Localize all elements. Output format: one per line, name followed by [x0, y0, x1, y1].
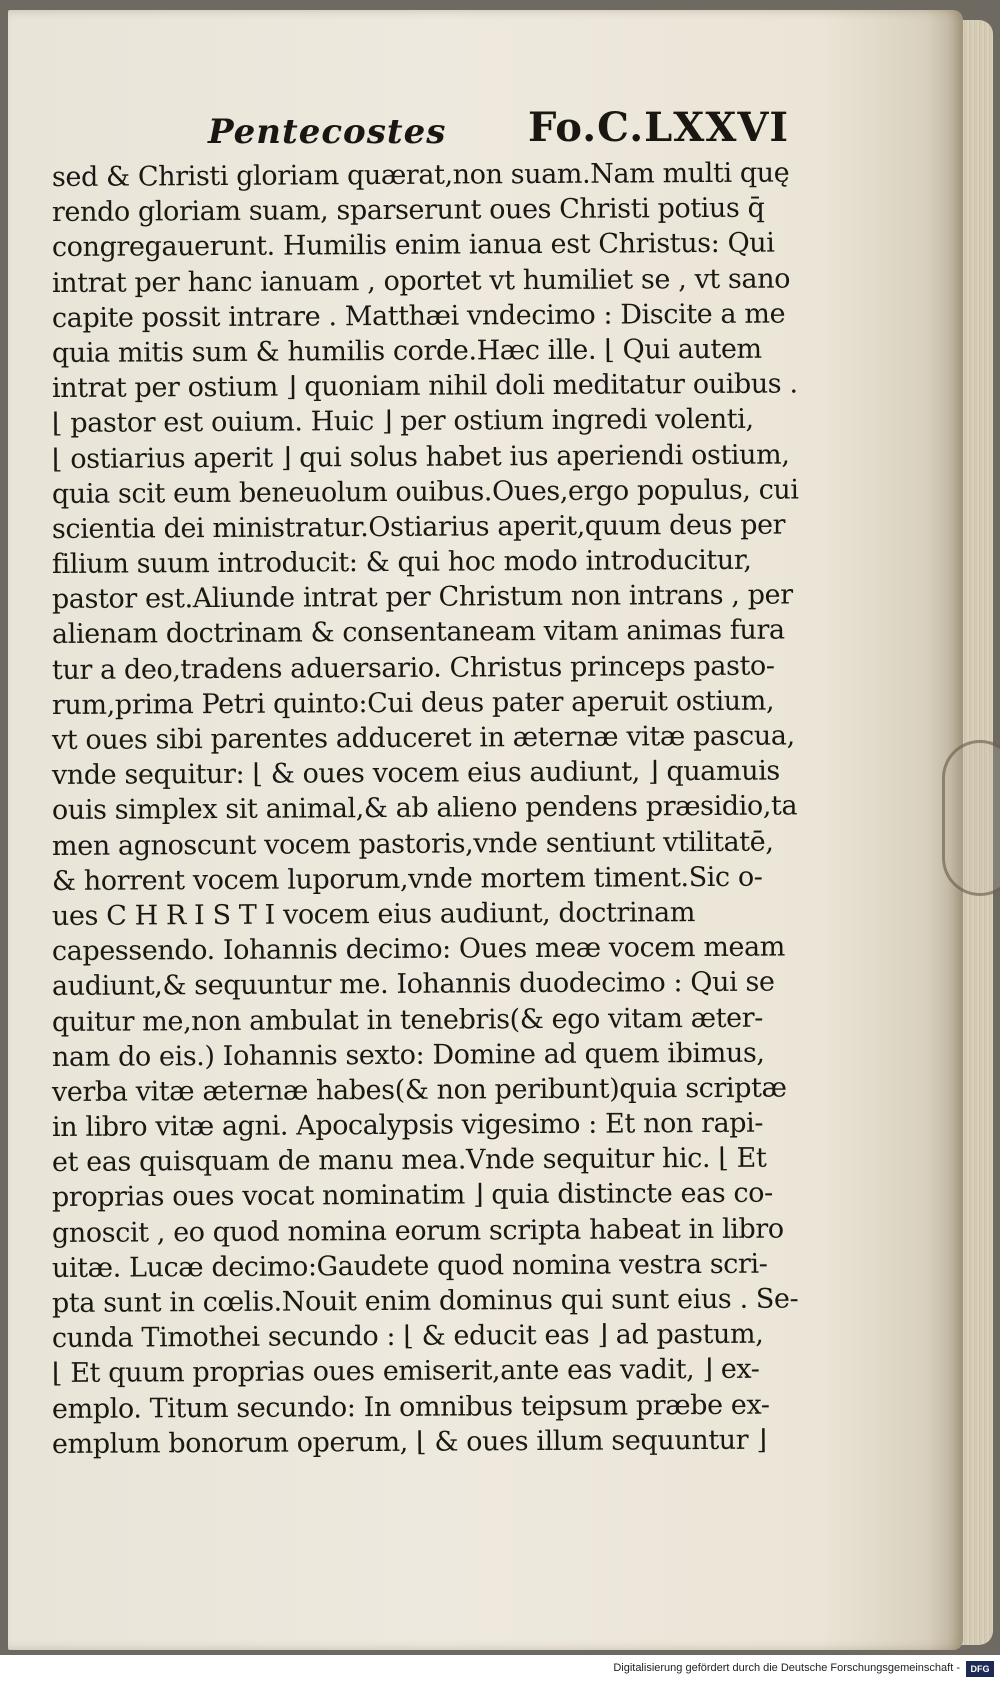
text-line: & horrent vocem luporum,vnde mortem timent.Sic o- [51, 861, 763, 897]
text-line: cunda Timothei secundo : ⌊ & educit eas ⌋ ad pastum, [51, 1318, 764, 1355]
text-line: ouis simplex sit animal,& ab alieno pendens præsidio,ta [51, 790, 798, 827]
text-line: ues C H R I S T I vocem eius audiunt, doctrinam [51, 897, 696, 932]
text-line: alienam doctrinam & consentaneam vitam animas fura [51, 614, 785, 651]
text-line: quitur me,non ambulat in tenebris(& ego vitam æter- [51, 1002, 764, 1038]
text-line: pta sunt in cœlis.Nouit enim dominus qui sunt eius . Se- [51, 1283, 799, 1319]
text-line: scientia dei ministratur.Ostiarius aperit,quum deus per [51, 509, 786, 545]
text-line: verba vitæ æternæ habes(& non peribunt)quia scriptæ [51, 1072, 787, 1108]
book-page [8, 10, 963, 1650]
text-line: quia scit eum beneuolum ouibus.Oues,ergo populus, cui [51, 474, 799, 510]
text-line: intrat per hanc ianuam , oportet vt humiliet se , vt sano [51, 263, 791, 299]
text-line: men agnoscunt vocem pastoris,vnde sentiunt vtilitatē, [51, 826, 774, 862]
text-line: nam do eis.) Iohannis sexto: Domine ad quem ibimus, [51, 1037, 765, 1073]
text-line: uitæ. Lucæ decimo:Gaudete quod nomina vestra scri- [51, 1248, 768, 1284]
text-line: pastor est.Aliunde intrat per Christum non intrans , per [51, 579, 793, 616]
body-text [51, 157, 799, 1462]
text-line: rum,prima Petri quinto:Cui deus pater aperuit ostium, [51, 685, 775, 721]
text-line: congregauerunt. Humilis enim ianua est Christus: Qui [51, 227, 775, 264]
text-line: gnoscit , eo quod nomina eorum scripta habeat in libro [51, 1213, 784, 1249]
text-line: ⌊ ostiarius aperit ⌋ qui solus habet ius aperiendi ostium, [51, 438, 790, 475]
text-line: audiunt,& sequuntur me. Iohannis duodecimo : Qui se [51, 966, 775, 1003]
folio-number: Fo.C.LXXVI [528, 104, 790, 151]
text-line: sed & Christi gloriam quærat,non suam.Nam multi quę [51, 157, 790, 193]
text-line: rendo gloriam suam, sparserunt oues Christi potius q̄ [51, 192, 765, 229]
page-clip-mark [942, 740, 1000, 896]
text-line: capessendo. Iohannis decimo: Oues meæ vocem meam [51, 931, 786, 968]
text-line: proprias oues vocat nominatim ⌋ quia distincte eas co- [51, 1178, 773, 1214]
text-line: et eas quisquam de manu mea.Vnde sequitur hic. ⌊ Et [51, 1142, 767, 1179]
text-line: tur a deo,tradens aduersario. Christus princeps pasto- [51, 650, 775, 686]
text-line: quia mitis sum & humilis corde.Hæc ille. ⌊ Qui autem [51, 333, 762, 369]
running-head [68, 98, 790, 158]
text-line: filium suum introducit: & qui hoc modo introducitur, [51, 544, 752, 581]
text-line: intrat per ostium ⌋ quoniam nihil doli meditatur ouibus . [51, 368, 798, 405]
digitization-footer [0, 1655, 1000, 1688]
text-line: capite possit intrare . Matthæi vndecimo : Discite a me [51, 298, 786, 334]
text-line: emplum bonorum operum, ⌊ & oues illum sequuntur ⌋ [51, 1424, 767, 1460]
text-line: emplo. Titum secundo: In omnibus teipsum præbe ex- [51, 1389, 770, 1425]
text-line: in libro vitæ agni. Apocalypsis vigesimo : Et non rapi- [51, 1107, 764, 1144]
dfg-logo: DFG [966, 1661, 994, 1677]
footer-credit: Digitalisierung gefördert durch die Deutsche Forschungsgemeinschaft - [613, 1662, 960, 1674]
text-line: vt oues sibi parentes adduceret in æternæ vitæ pascua, [51, 720, 795, 756]
text-line: ⌊ Et quum proprias oues emiserit,ante eas vadit, ⌋ ex- [51, 1354, 760, 1390]
text-line: vnde sequitur: ⌊ & oues vocem eius audiunt, ⌋ quamuis [51, 755, 780, 792]
text-line: ⌊ pastor est ouium. Huic ⌋ per ostium ingredi volenti, [51, 404, 754, 440]
running-title: Pentecostes [208, 112, 447, 152]
